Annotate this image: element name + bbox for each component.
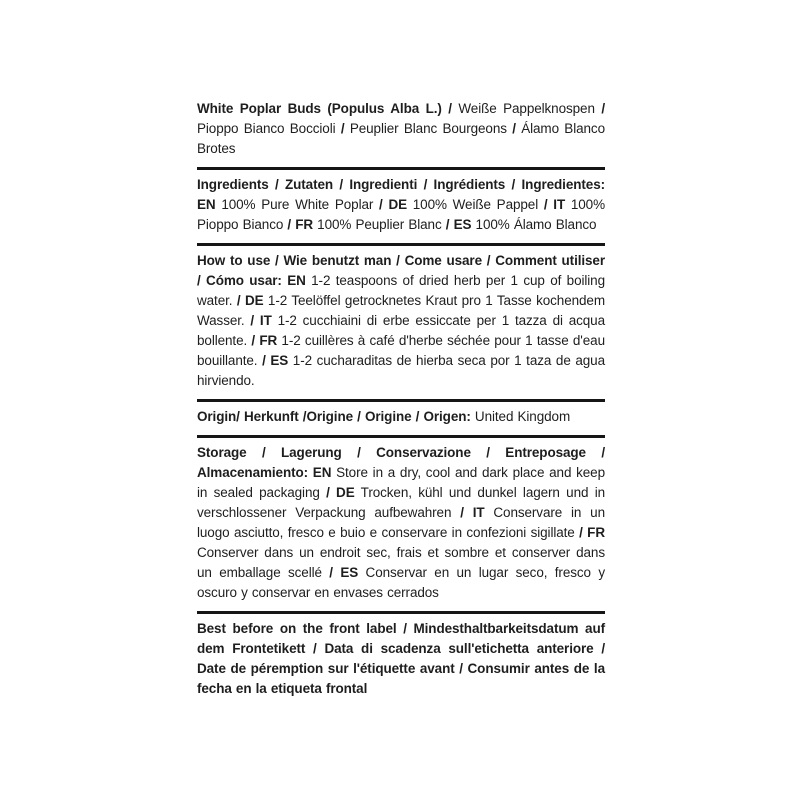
section-product-name-text: Weiße Pappelknospen [451,101,602,116]
section-storage-text: Storage / Lagerung / Conservazione / Entreposage / Almacenamiento: EN [197,445,605,480]
section-product-name [197,99,605,159]
section-how-to-use-text: 1-2 Teelöffel getrocknetes Kraut pro 1 Tasse kochendem Wasser. [197,293,605,328]
section-ingredients-text: 100% Álamo Blanco [471,217,597,232]
section-storage-text: Conserver dans un endroit sec, frais et sombre et conserver dans un emballage scellé [197,545,605,580]
section-how-to-use-text: / FR [251,333,278,348]
section-product-name-text: / [512,121,516,136]
section-how-to-use-text: / IT [250,313,272,328]
section-how-to-use [197,243,605,391]
section-how-to-use-text: 1-2 cucharaditas de hierba seca por 1 taza de agua hirviendo. [197,353,605,388]
section-how-to-use-text: 1-2 teaspoons of dried herb per 1 cup of boiling water. [197,273,605,308]
section-ingredients [197,167,605,235]
section-how-to-use-text: 1-2 cuillères à café d'herbe séchée pour 1 tasse d'eau bouillante. [197,333,605,368]
section-storage-text: Conservare in un luogo asciutto, fresco e buio e conservare in confezioni sigillate [197,505,605,540]
section-ingredients-text: / ES [445,217,472,232]
section-how-to-use-text: / DE [236,293,264,308]
section-origin-text: Origin/ Herkunft /Origine / Origine / Origen: [197,409,471,424]
section-best-before [197,611,605,699]
section-storage-text: / IT [460,505,485,520]
section-ingredients-text: 100% Pure White Poplar [215,197,380,212]
section-best-before-text: Best before on the front label / Mindesthaltbarkeitsdatum auf dem Frontetikett / Data di scadenza sull'etichetta anteriore / Date de péremption sur l'étiquette avant / Consumir antes de la fecha en la etiqueta frontal [197,621,605,696]
section-product-name-text: / [448,101,452,116]
section-origin-text: United Kingdom [470,409,571,424]
section-origin [197,399,605,427]
section-ingredients-text: 100% Peuplier Blanc [313,217,446,232]
section-storage-text: / ES [329,565,359,580]
section-storage-text: / FR [579,525,605,540]
section-product-name-text: White Poplar Buds (Populus Alba L.) [197,101,449,116]
label-sections [197,99,605,699]
section-how-to-use-text: How to use / Wie benutzt man / Come usare / Comment utiliser / Cómo usar: EN [197,253,605,288]
section-ingredients-text: 100% Pioppo Bianco [197,197,605,232]
section-ingredients-text: 100% Weiße Pappel [407,197,544,212]
section-ingredients-text: / FR [287,217,314,232]
section-storage-text: Trocken, kühl und dunkel lagern und in verschlossener Verpackung aufbewahren [197,485,606,520]
section-ingredients-text: / IT [543,197,566,212]
section-how-to-use-text: / ES [262,353,289,368]
section-storage-text: Store in a dry, cool and dark place and keep in sealed packaging [197,465,605,500]
section-storage-text: Conservar en un lugar seco, fresco y oscuro y conservar en envases cerrados [197,565,605,600]
section-product-name-text: / [340,121,345,136]
section-storage [197,435,605,603]
section-how-to-use-text: 1-2 cucchiaini di erbe essiccate per 1 tazza di acqua bollente. [197,313,606,348]
section-ingredients-text: / DE [379,197,408,212]
section-product-name-text: / [601,101,605,116]
product-label [197,99,605,699]
section-product-name-text: Pioppo Bianco Boccioli [197,121,341,136]
section-product-name-text: Álamo Blanco Brotes [197,121,605,156]
section-ingredients-text: Ingredients / Zutaten / Ingredienti / Ingrédients / Ingredientes: EN [197,177,605,212]
section-storage-text: / DE [326,485,355,500]
section-product-name-text: Peuplier Blanc Bourgeons [344,121,513,136]
